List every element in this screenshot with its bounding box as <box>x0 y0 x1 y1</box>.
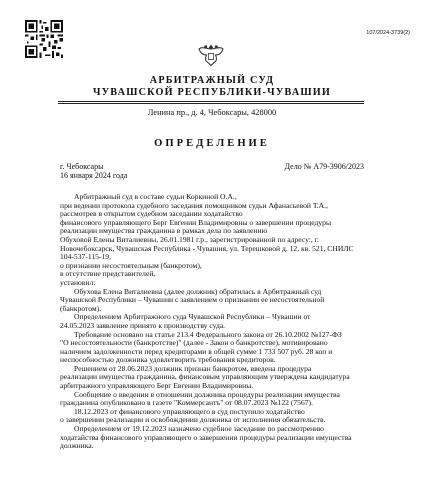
document-city: г. Чебоксары <box>60 162 104 171</box>
body-line: 24.05.2023 заявление принято к производству суда. <box>60 320 226 330</box>
body-line: должника. <box>60 441 94 451</box>
body-line: неспособностью должника удовлетворить требования кредиторов. <box>60 355 276 365</box>
body-line: 104-537-115-19, <box>60 252 111 262</box>
body-line: реализации имущества гражданина, финансовым управляющим утверждена кандидатура <box>60 372 350 382</box>
body-line: Чувашской Республики – Чувашии с заявлением о признании ее несостоятельной <box>60 295 325 305</box>
body-line: Арбитражный суд в составе судьи Коркиной О.А., <box>74 192 237 201</box>
body-line: Новочебоксарск, Чувашская Республика - Чувашия, ул. Терешковой д. 12, кв. 521, СНИЛС <box>60 243 354 253</box>
body-line: реализации имущества гражданина в рамках дела по заявлению <box>60 226 268 236</box>
document-heading: ОПРЕДЕЛЕНИЕ <box>154 138 270 149</box>
body-line: арбитражного управляющего Берг Евгении Владимировны. <box>60 381 254 391</box>
body-line: установил: <box>60 277 96 287</box>
body-line: о завершении реализации и освобождении должника от исполнения обязательств. <box>60 415 326 425</box>
body-line: 18.12.2023 от финансового управляющего в суд поступило ходатайство <box>74 406 305 416</box>
body-line: (банкротом). <box>60 303 102 313</box>
coat-of-arms-icon <box>196 40 226 70</box>
body-line: Решением от 28.06.2023 должник признан банкротом, введена процедура <box>74 363 312 373</box>
court-title: АРБИТРАЖНЫЙ СУД <box>149 75 275 86</box>
body-line: Сообщение о введении в отношении должника процедуры реализации имущества <box>74 389 340 399</box>
qr-code-icon <box>25 20 63 58</box>
body-line: при ведении протокола судебного заседания помощником судьи Афанасьевой Т.А., <box>60 200 328 210</box>
header-divider <box>58 103 364 104</box>
body-line: "О несостоятельности (банкротстве)" (далее - Закон о банкротстве), мотивировано <box>60 338 328 348</box>
body-line: ходатайства финансового управляющего о завершении процедуры реализации имущества <box>60 432 352 442</box>
body-line: Обухова Елена Виталиевна (далее должник) обратилась в Арбитражный суд <box>74 286 322 296</box>
court-address: Ленина пр., д. 4, Чебоксары, 428000 <box>147 108 277 117</box>
header-divider <box>58 101 364 102</box>
document-date: 16 января 2024 года <box>60 171 128 180</box>
body-line: наличием задолженности перед кредиторами в общей сумме 1 733 507 руб. 28 коп и <box>60 346 333 356</box>
body-line: Определением от 19.12.2023 назначено судебное заседание по рассмотрению <box>74 424 324 434</box>
document-body <box>60 193 365 451</box>
body-line: гражданина опубликовано в газете "Коммерсантъ" от 08.07.2023 №122 (7567). <box>60 398 313 408</box>
document-id: 107/2024-3739(2) <box>366 30 410 36</box>
body-line: Определением Арбитражного суда Чувашской Республики – Чувашии от <box>74 312 311 322</box>
body-line: Обуховой Елены Виталиевны, 26.01.1981 г.р., зарегистрированной по адресу:, г. <box>60 234 319 244</box>
body-line: финансового управляющего Берг Евгении Владимировны о завершении процедуры <box>60 217 332 227</box>
court-subtitle: ЧУВАШСКОЙ РЕСПУБЛИКИ-ЧУВАШИИ <box>92 87 332 98</box>
body-line: в отсутствие представителей, <box>60 269 156 279</box>
body-line: Требование основано на статье 213.4 Федерального закона от 26.10.2002 №127-ФЗ <box>74 329 342 339</box>
body-line: рассмотрев в открытом судебном заседании ходатайство <box>60 209 243 219</box>
body-line: о признании несостоятельным (банкротом), <box>60 260 202 270</box>
case-number: Дело № А79-3906/2023 <box>284 162 364 171</box>
